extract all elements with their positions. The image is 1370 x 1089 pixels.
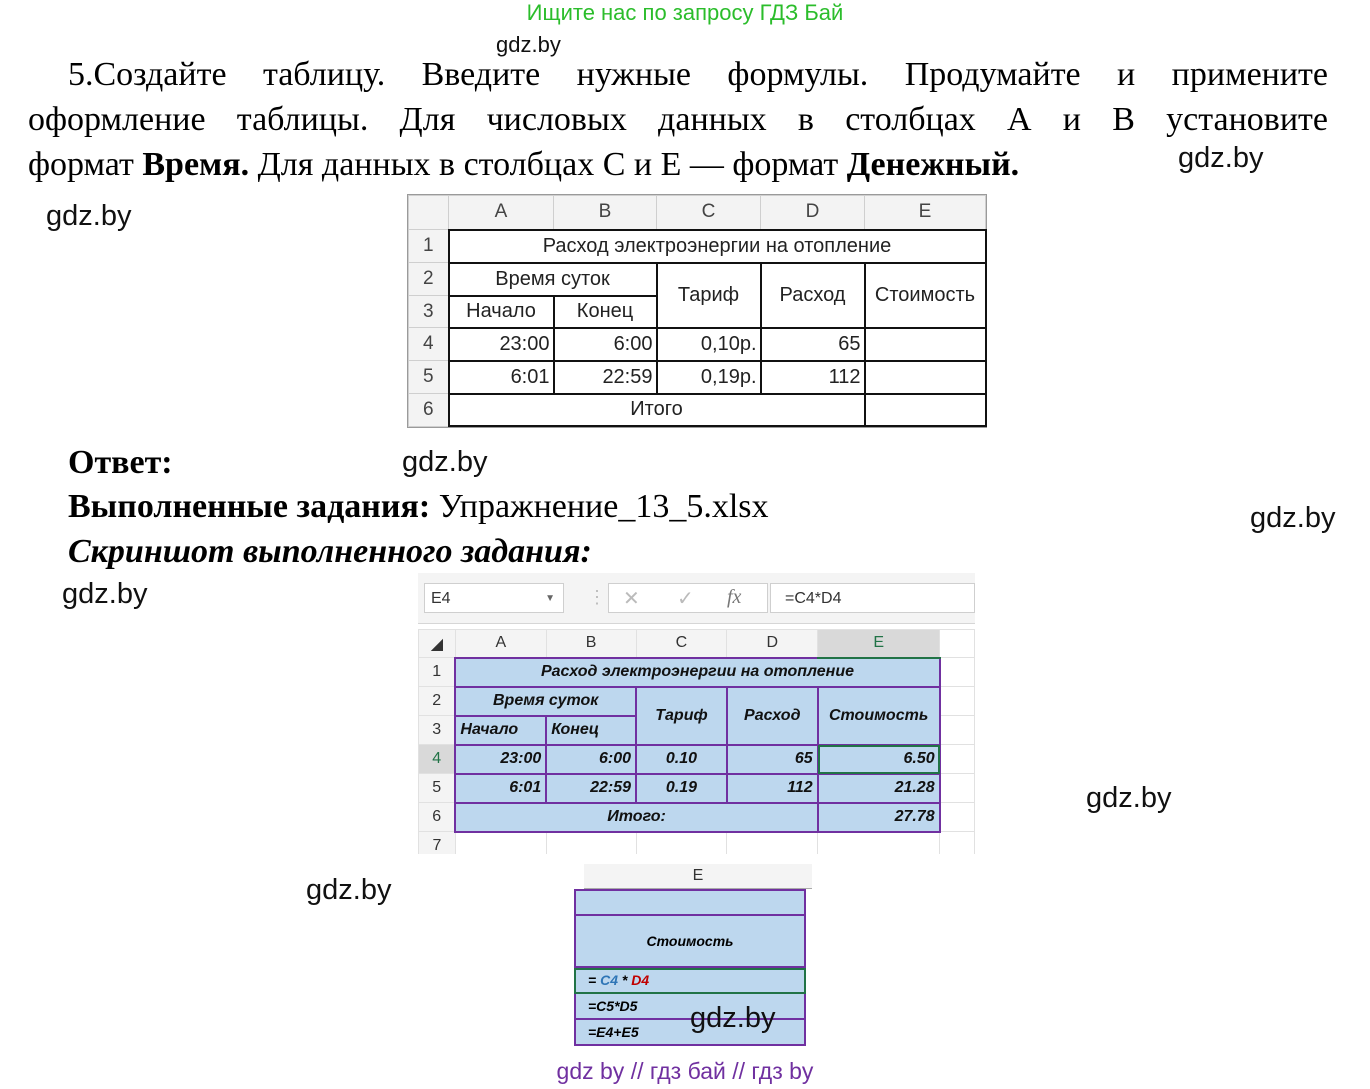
watermark: gdz.by xyxy=(402,446,488,478)
row-header[interactable]: 1 xyxy=(419,658,456,687)
col-header-b[interactable]: B xyxy=(546,630,636,658)
formula-icons xyxy=(608,583,768,613)
col-header-e: E xyxy=(584,864,812,889)
watermark: gdz.by xyxy=(62,578,148,610)
time-of-day-header: Время суток xyxy=(449,263,657,296)
empty-cell[interactable] xyxy=(636,832,727,855)
table-cell: 22:59 xyxy=(554,361,657,394)
col-header-a[interactable]: A xyxy=(455,630,546,658)
name-box-value: E4 xyxy=(431,590,451,607)
name-box[interactable] xyxy=(424,583,564,613)
table-cell: 0,19р. xyxy=(657,361,761,394)
table-cell xyxy=(865,328,986,361)
formula-ref-d4: D4 xyxy=(631,972,650,988)
end-header[interactable]: Конец xyxy=(546,716,636,745)
done-tasks xyxy=(68,488,769,526)
active-cell-e4[interactable]: 6.50 xyxy=(818,745,940,774)
format-time: Время. xyxy=(142,146,250,183)
cost-header: Стоимость xyxy=(574,916,806,968)
col-header-c[interactable]: C xyxy=(636,630,727,658)
table-title: Расход электроэнергии на отопление xyxy=(449,230,986,263)
table-cell[interactable]: 21.28 xyxy=(818,774,940,803)
row-header[interactable]: 2 xyxy=(419,687,456,716)
format-money: Денежный. xyxy=(846,146,1020,183)
insert-function-icon[interactable]: fx xyxy=(727,586,742,608)
empty-cell[interactable] xyxy=(940,803,975,832)
table-cell[interactable]: 112 xyxy=(727,774,818,803)
screenshot-label: Скриншот выполненного задания: xyxy=(68,533,592,570)
empty-cell[interactable] xyxy=(546,832,636,855)
row-header[interactable]: 4 xyxy=(419,745,456,774)
empty-cell[interactable] xyxy=(940,630,975,658)
empty-cell[interactable] xyxy=(727,832,818,855)
empty-cell[interactable] xyxy=(940,774,975,803)
task-line-3 xyxy=(28,142,1328,187)
excel-screenshot xyxy=(418,573,975,854)
row-header: 1 xyxy=(409,230,449,263)
row-header: 4 xyxy=(409,328,449,361)
empty-cell[interactable] xyxy=(940,716,975,745)
row-header: 3 xyxy=(409,296,449,328)
search-hint: Ищите нас по запросу ГДЗ Бай xyxy=(526,0,844,25)
task-line-3-pre: формат xyxy=(28,146,134,183)
cost-header: Стоимость xyxy=(865,263,986,328)
task-line-1: 5.Создайте таблицу. Введите нужные формулы. Продумайте и примените xyxy=(68,56,1328,93)
table-cell: 0,10р. xyxy=(657,328,761,361)
tariff-header[interactable]: Тариф xyxy=(636,687,727,745)
end-header: Конец xyxy=(554,296,657,328)
row-header: 5 xyxy=(409,361,449,394)
formula-eq: = xyxy=(588,972,597,988)
col-header-e: E xyxy=(865,196,986,230)
table-cell[interactable]: 6:00 xyxy=(546,745,636,774)
formula-e4 xyxy=(574,968,806,994)
formula-input[interactable]: =C4*D4 xyxy=(770,583,975,613)
table-title[interactable]: Расход электроэнергии на отопление xyxy=(455,658,939,687)
empty-cell[interactable] xyxy=(940,687,975,716)
done-label: Выполненные задания: xyxy=(68,488,431,525)
cost-header[interactable]: Стоимость xyxy=(818,687,940,745)
formula-e5: =C5*D5 xyxy=(574,994,806,1020)
watermark: gdz.by xyxy=(496,32,561,57)
table-cell: 6:01 xyxy=(449,361,554,394)
formula-ref-c4: C4 xyxy=(600,972,618,988)
table-cell: 112 xyxy=(761,361,865,394)
watermark: gdz.by xyxy=(1086,782,1172,814)
watermark: gdz.by xyxy=(690,1002,776,1034)
row-header: 6 xyxy=(409,394,449,426)
row-header[interactable]: 7 xyxy=(419,832,456,855)
col-header-a: A xyxy=(449,196,554,230)
confirm-icon[interactable]: ✓ xyxy=(677,588,694,610)
start-header: Начало xyxy=(449,296,554,328)
table-cell[interactable]: 0.10 xyxy=(636,745,727,774)
col-header-d[interactable]: D xyxy=(727,630,818,658)
table-cell[interactable]: 0.19 xyxy=(636,774,727,803)
col-header-e[interactable]: E xyxy=(818,630,940,658)
empty-cell[interactable] xyxy=(940,658,975,687)
start-header[interactable]: Начало xyxy=(455,716,546,745)
cell-e1 xyxy=(574,889,806,916)
chevron-down-icon[interactable]: ▼ xyxy=(545,593,555,604)
footer-watermark: gdz by // гдз бай // гдз by xyxy=(556,1058,814,1084)
cancel-icon[interactable]: ✕ xyxy=(623,588,640,610)
watermark: gdz.by xyxy=(306,874,392,906)
corner-cell[interactable]: ◢ xyxy=(419,630,456,658)
row-header: 2 xyxy=(409,263,449,296)
row-header[interactable]: 5 xyxy=(419,774,456,803)
watermark: gdz.by xyxy=(1178,142,1264,174)
task-line-2: оформление таблицы. Для числовых данных в столбцах А и В установите xyxy=(28,101,1328,138)
formula-bar xyxy=(418,573,975,624)
total-label: Итого xyxy=(449,394,865,426)
more-dots-icon: ⋮ xyxy=(588,587,606,607)
table-cell[interactable]: 65 xyxy=(727,745,818,774)
table-cell[interactable]: 22:59 xyxy=(546,774,636,803)
col-header-b: B xyxy=(554,196,657,230)
empty-cell[interactable] xyxy=(818,832,940,855)
tariff-header: Тариф xyxy=(657,263,761,328)
watermark: gdz.by xyxy=(1250,502,1336,534)
task-text xyxy=(28,52,1328,187)
total-label[interactable]: Итого: xyxy=(455,803,817,832)
col-header-c: C xyxy=(657,196,761,230)
empty-cell[interactable] xyxy=(455,832,546,855)
total-value xyxy=(865,394,986,426)
formula-e6: =E4+E5 xyxy=(574,1020,806,1046)
table-cell: 23:00 xyxy=(449,328,554,361)
corner-cell xyxy=(409,196,449,230)
done-file: Упражнение_13_5.xlsx xyxy=(438,488,769,525)
table-cell[interactable]: 23:00 xyxy=(455,745,546,774)
row-header[interactable]: 3 xyxy=(419,716,456,745)
table-cell: 6:00 xyxy=(554,328,657,361)
col-header-d: D xyxy=(761,196,865,230)
answer-label: Ответ: xyxy=(68,444,173,481)
task-line-3-mid: Для данных в столбцах С и Е — формат xyxy=(257,146,839,183)
table-cell xyxy=(865,361,986,394)
total-value[interactable]: 27.78 xyxy=(818,803,940,832)
empty-cell[interactable] xyxy=(940,832,975,855)
empty-cell[interactable] xyxy=(940,745,975,774)
row-header[interactable]: 6 xyxy=(419,803,456,832)
consumption-header: Расход xyxy=(761,263,865,328)
task-table-image xyxy=(407,194,987,428)
time-of-day-header[interactable]: Время суток xyxy=(455,687,636,716)
table-cell[interactable]: 6:01 xyxy=(455,774,546,803)
watermark: gdz.by xyxy=(46,200,132,232)
consumption-header[interactable]: Расход xyxy=(727,687,818,745)
table-cell: 65 xyxy=(761,328,865,361)
formula-op: * xyxy=(621,972,628,988)
